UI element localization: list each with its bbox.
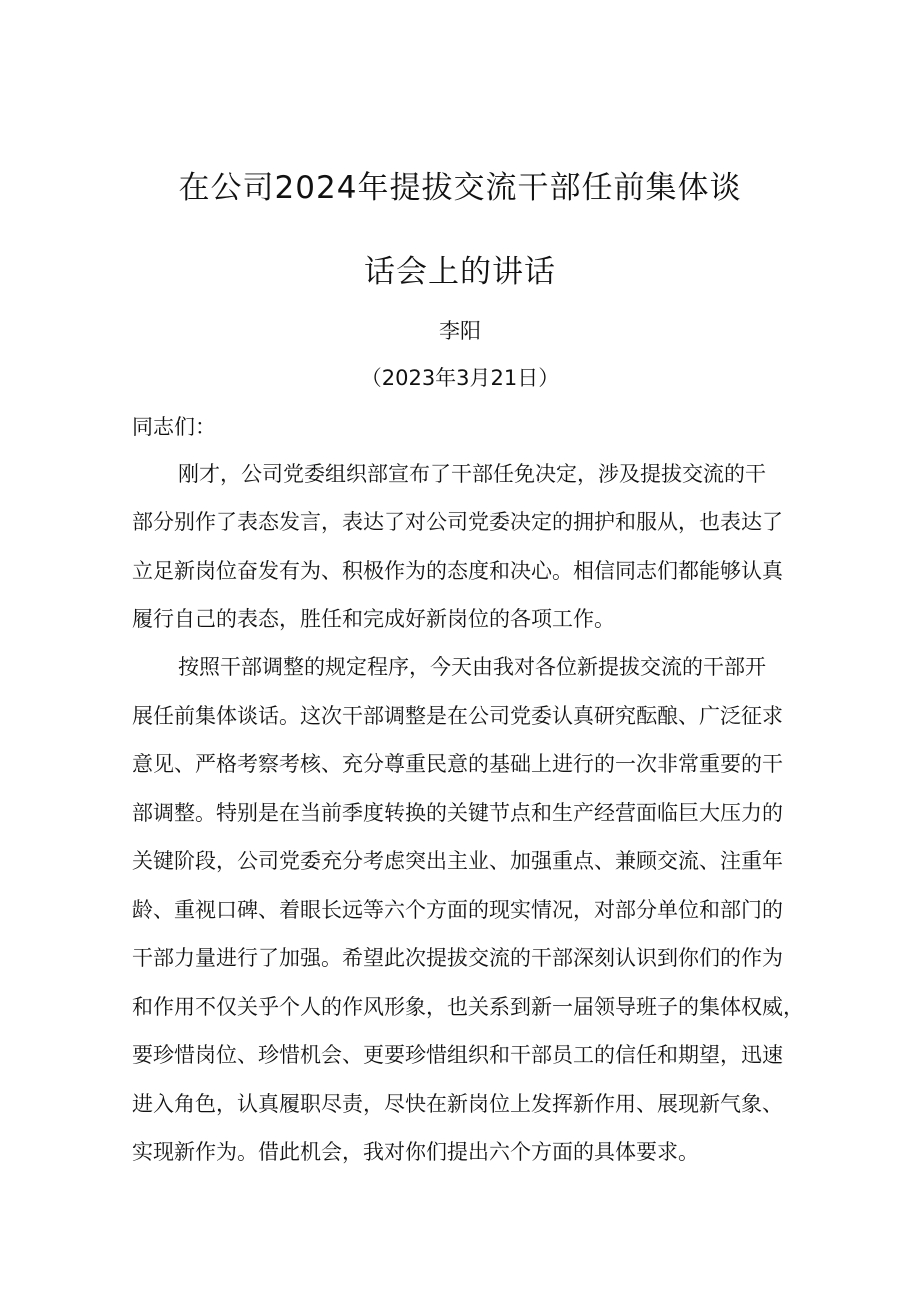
paragraph-2-line: 进入角色，认真履职尽责，尽快在新岗位上发挥新作用、展现新气象、 <box>132 1092 783 1116</box>
document-title-line-2: 话会上的讲话 <box>364 254 556 290</box>
paragraph-2-line: 干部力量进行了加强。希望此次提拔交流的干部深刻认识到你们的作为 <box>132 946 783 970</box>
document-title-line-1: 在公司2024年提拔交流干部任前集体谈 <box>178 170 742 206</box>
author-name: 李阳 <box>439 319 481 343</box>
paragraph-2-line: 意见、严格考察考核、充分尊重民意的基础上进行的一次非常重要的干 <box>132 752 783 776</box>
paragraph-2-line: 展任前集体谈话。这次干部调整是在公司党委认真研究酝酿、广泛征求 <box>132 704 783 728</box>
paragraph-2-line: 实现新作为。借此机会，我对你们提出六个方面的具体要求。 <box>132 1140 699 1164</box>
paragraph-2-line: 关键阶段，公司党委充分考虑突出主业、加强重点、兼顾交流、注重年 <box>132 849 783 873</box>
paragraph-2-line: 和作用不仅关乎个人的作风形象，也关系到新一届领导班子的集体权威， <box>132 995 804 1019</box>
paragraph-2-line: 部调整。特别是在当前季度转换的关键节点和生产经营面临巨大压力的 <box>132 801 783 825</box>
speech-date: （2023年3月21日） <box>360 366 560 390</box>
paragraph-2-line: 要珍惜岗位、珍惜机会、更要珍惜组织和干部员工的信任和期望，迅速 <box>132 1043 783 1067</box>
paragraph-1-line: 立足新岗位奋发有为、积极作为的态度和决心。相信同志们都能够认真 <box>132 559 783 583</box>
paragraph-1-line: 履行自己的表态，胜任和完成好新岗位的各项工作。 <box>132 607 615 631</box>
paragraph-2-line: 龄、重视口碑、着眼长远等六个方面的现实情况，对部分单位和部门的 <box>132 898 783 922</box>
paragraph-1-line: 部分别作了表态发言，表达了对公司党委决定的拥护和服从，也表达了 <box>132 510 783 534</box>
paragraph-1-line: 刚才，公司党委组织部宣布了干部任免决定，涉及提拔交流的干 <box>178 462 766 486</box>
salutation: 同志们： <box>132 415 216 439</box>
paragraph-2-line: 按照干部调整的规定程序，今天由我对各位新提拔交流的干部开 <box>178 655 766 679</box>
